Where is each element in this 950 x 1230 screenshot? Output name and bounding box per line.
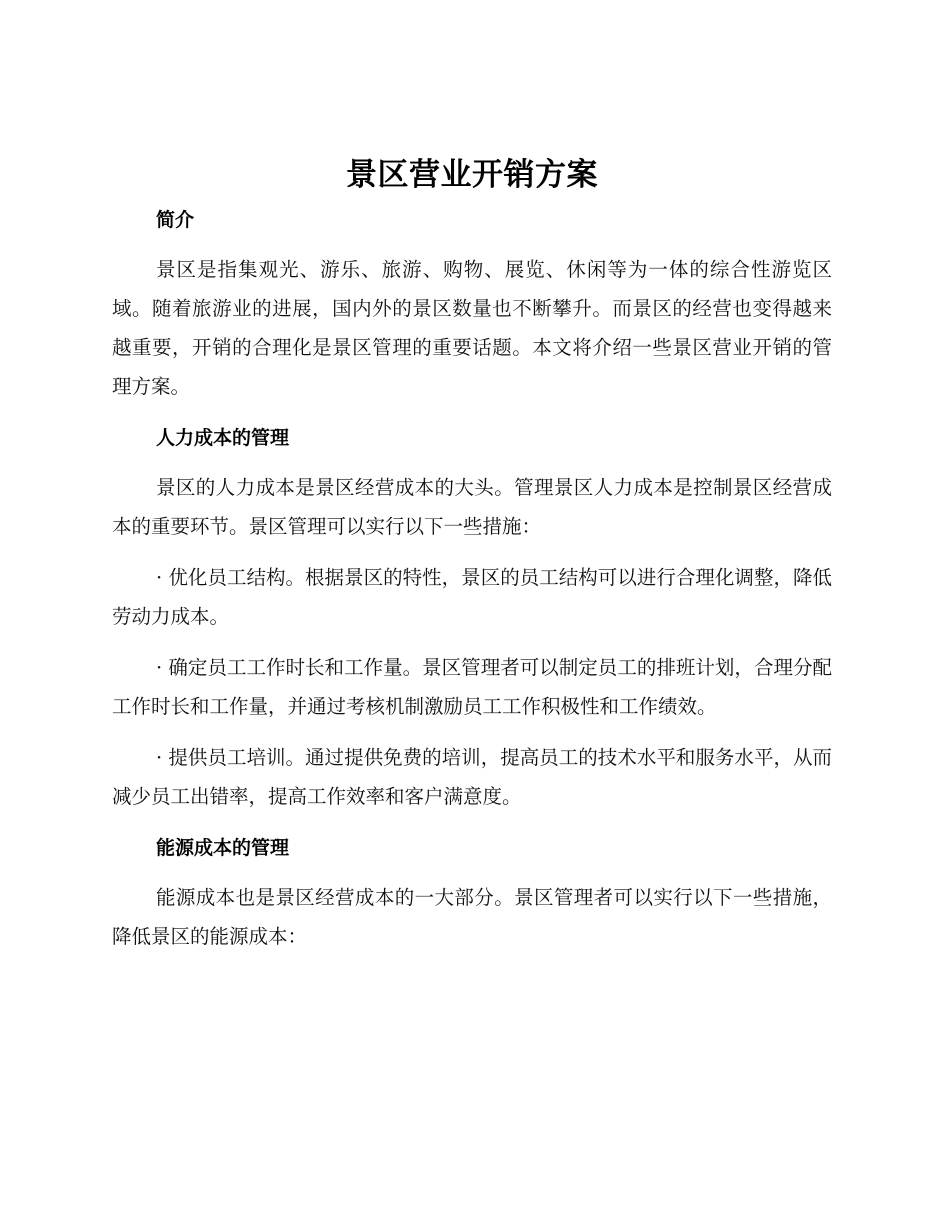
section-heading-labor-cost: 人力成本的管理 [156,427,290,449]
bullet-item: · 确定员工工作时长和工作量。景区管理者可以制定员工的排班计划，合理分配工作时长和工作量，并通过考核机制激励员工工作积极性和工作绩效。 [112,656,832,718]
paragraph: 景区是指集观光、游乐、旅游、购物、展览、休闲等为一体的综合性游览区域。随着旅游业的进展，国内外的景区数量也不断攀升。而景区的经营也变得越来越重要，开销的合理化是景区管理的重要话题。本文将介绍一些景区营业开销的管理方案。 [112,258,832,398]
paragraph: 景区的人力成本是景区经营成本的大头。管理景区人力成本是控制景区经营成本的重要环节。景区管理可以实行以下一些措施： [112,476,832,538]
section-heading-energy-cost: 能源成本的管理 [156,837,290,859]
section-heading-intro: 简介 [156,209,195,231]
document-page [112,150,832,956]
document-title: 景区营业开销方案 [346,157,598,193]
bullet-item: · 提供员工培训。通过提供免费的培训，提高员工的技术水平和服务水平，从而减少员工出错率，提高工作效率和客户满意度。 [112,746,832,808]
bullet-item: · 优化员工结构。根据景区的特性，景区的员工结构可以进行合理化调整，降低劳动力成本。 [112,566,832,628]
paragraph: 能源成本也是景区经营成本的一大部分。景区管理者可以实行以下一些措施，降低景区的能源成本： [112,886,832,948]
